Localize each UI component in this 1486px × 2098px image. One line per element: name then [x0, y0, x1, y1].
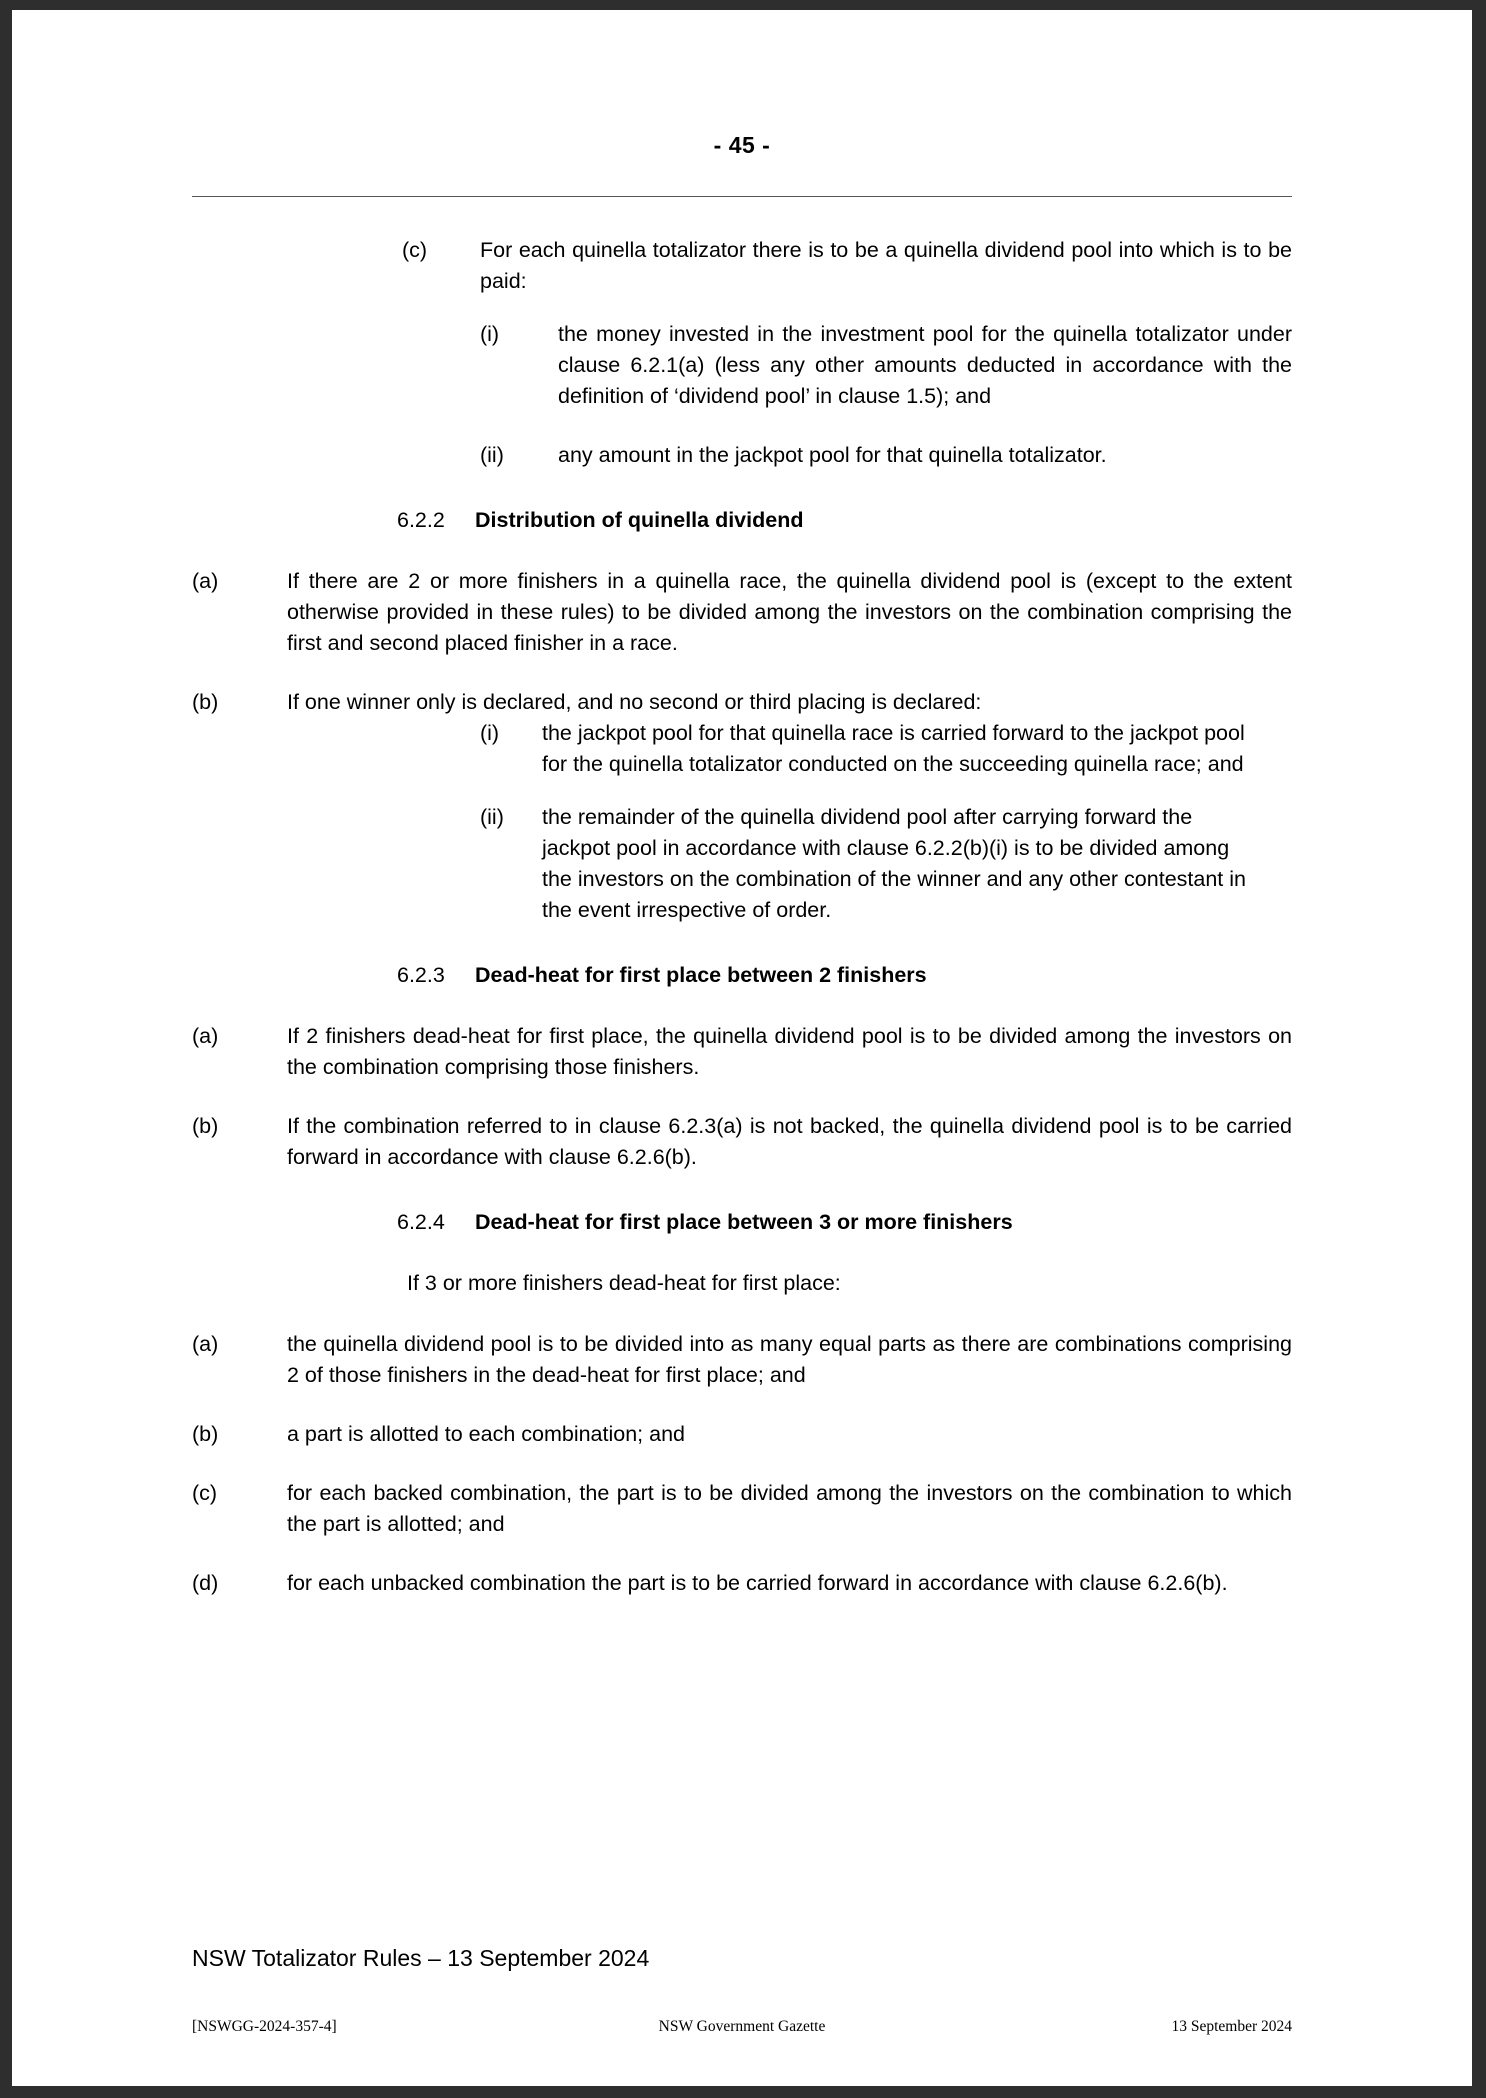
section-intro-text: If 3 or more finishers dead-heat for first place:: [407, 1271, 841, 1295]
document-body: [192, 197, 1292, 1599]
clause-text: the remainder of the quinella dividend pool after carrying forward the jackpot pool in accordance with clause 6.2.2(b)(i) is to be divided among the investors on the combination of the winner and any other contestant in the event irrespective of order.: [542, 805, 1246, 922]
clause-text: for each unbacked combination the part is to be carried forward in accordance with clause 6.2.6(b).: [287, 1571, 1228, 1595]
clause-subitem: [192, 319, 1292, 412]
clause-marker: (b): [192, 690, 219, 714]
clause-item: [192, 1021, 1292, 1083]
clause-text: If 2 finishers dead-heat for first place, the quinella dividend pool is to be divided among the investors on the combination comprising those finishers.: [287, 1024, 1292, 1079]
clause-marker: (a): [192, 1332, 219, 1356]
section-heading-622: [192, 505, 1292, 536]
gazette-date: 13 September 2024: [1171, 2018, 1292, 2035]
clause-marker: (d): [192, 1571, 219, 1595]
clause-subitem: [192, 718, 1292, 780]
clause-text: the jackpot pool for that quinella race is carried forward to the jackpot pool for the quinella totalizator conducted on the succeeding quinella race; and: [542, 721, 1245, 776]
document-page: [12, 10, 1472, 2086]
clause-item: [192, 1111, 1292, 1173]
gazette-name: NSW Government Gazette: [658, 2018, 826, 2035]
clause-subitem: [192, 440, 1292, 471]
clause-marker: (a): [192, 569, 219, 593]
section-title: Distribution of quinella dividend: [475, 508, 804, 532]
section-title: Dead-heat for first place between 3 or more finishers: [475, 1210, 1013, 1234]
clause-item: [192, 1478, 1292, 1540]
clause-marker: (b): [192, 1114, 219, 1138]
clause-marker: (i): [480, 322, 500, 346]
clause-item: [192, 1419, 1292, 1450]
section-heading-624: [192, 1207, 1292, 1238]
clause-item: [192, 235, 1292, 297]
clause-marker: (c): [192, 1481, 218, 1505]
gazette-reference: [NSWGG-2024-357-4]: [192, 2018, 337, 2035]
clause-subitem: [192, 802, 1292, 926]
clause-item: [192, 1568, 1292, 1599]
clause-text: a part is allotted to each combination; and: [287, 1422, 686, 1446]
page-number-header: - 45 -: [713, 132, 771, 158]
clause-marker: (a): [192, 1024, 219, 1048]
clause-text: If one winner only is declared, and no second or third placing is declared:: [287, 690, 982, 714]
clause-item: [192, 687, 1292, 718]
clause-item: [192, 566, 1292, 659]
clause-marker: (c): [402, 238, 428, 262]
clause-text: If the combination referred to in clause 6.2.3(a) is not backed, the quinella dividend pool is to be carried forward in accordance with clause 6.2.6(b).: [287, 1114, 1292, 1169]
clause-marker: (i): [480, 721, 500, 745]
gazette-footer: [192, 2018, 1292, 2036]
section-heading-623: [192, 960, 1292, 991]
clause-marker: (ii): [480, 443, 504, 467]
clause-text: If there are 2 or more finishers in a quinella race, the quinella dividend pool is (except to the extent otherwise provided in these rules) to be divided among the investors on the combination comprising the first and second placed finisher in a race.: [287, 569, 1292, 655]
clause-text: any amount in the jackpot pool for that quinella totalizator.: [558, 443, 1107, 467]
clause-text: for each backed combination, the part is to be divided among the investors on the combination to which the part is allotted; and: [287, 1481, 1292, 1536]
clause-marker: (b): [192, 1422, 219, 1446]
clause-marker: (ii): [480, 805, 504, 829]
clause-text: the quinella dividend pool is to be divided into as many equal parts as there are combinations comprising 2 of those finishers in the dead-heat for first place; and: [287, 1332, 1292, 1387]
section-number: 6.2.4: [397, 1210, 445, 1234]
clause-text: For each quinella totalizator there is to be a quinella dividend pool into which is to be paid:: [480, 238, 1292, 293]
clause-item: [192, 1329, 1292, 1391]
section-number: 6.2.3: [397, 963, 445, 987]
clause-text: the money invested in the investment pool for the quinella totalizator under clause 6.2.1(a) (less any other amounts deducted in accordance with the definition of ‘dividend pool’ in clause 1.5); and: [558, 322, 1292, 408]
section-title: Dead-heat for first place between 2 finishers: [475, 963, 927, 987]
section-number: 6.2.2: [397, 508, 445, 532]
document-footer-title: NSW Totalizator Rules – 13 September 2024: [192, 1945, 650, 1971]
